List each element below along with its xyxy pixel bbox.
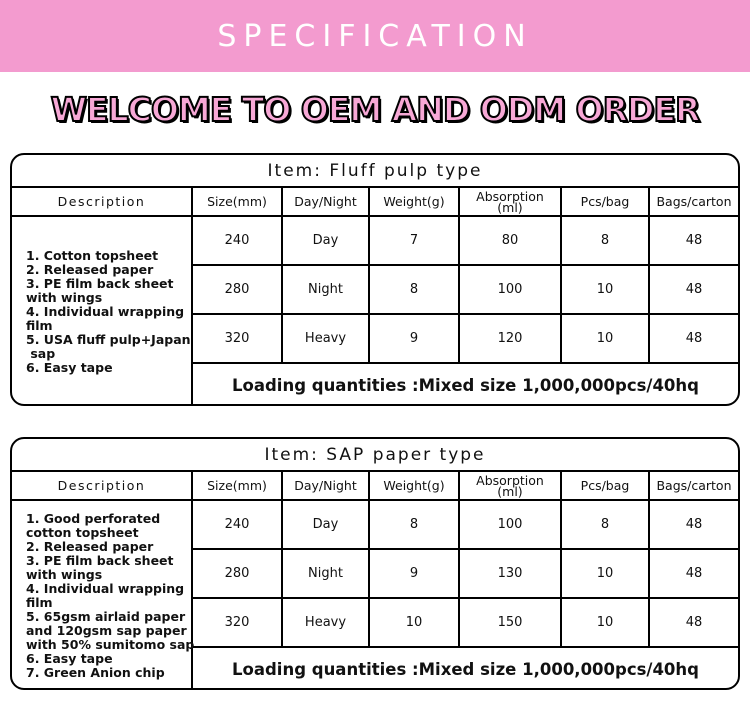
description-line: with wings [26,566,103,582]
description-line: and 120gsm sap paper [26,622,187,638]
table-row [193,315,738,364]
description-line: 5. USA fluff pulp+Japan [26,331,191,347]
banner-title: SPECIFICATION [217,18,533,54]
item-title: Item: Fluff pulp type [12,155,738,188]
description-list [26,249,191,375]
description-list [26,512,194,680]
table-row [193,599,738,648]
description-line: 7. Green Anion chip [26,664,165,680]
header-weight [370,188,460,215]
header-bags-carton [650,188,738,215]
description-line: 2. Released paper [26,261,154,277]
table-row [193,266,738,315]
cell-bags-carton: 48 [685,282,703,297]
spec-table [10,153,740,406]
header-day-night [283,188,370,215]
cell-day-night: Heavy [283,315,370,362]
header-bags-carton-label: Bags/carton [656,194,732,209]
description-line: 5. 65gsm airlaid paper [26,608,186,624]
cell-bags-carton: 48 [685,615,703,630]
header-row [12,188,738,217]
cell-size: 240 [193,501,283,548]
header-day-night-label: Day/Night [294,478,357,493]
header-bags-carton [650,472,738,499]
header-day-night [283,472,370,499]
cell-day-night: Night [283,266,370,313]
cell-pcs-bag: 10 [562,315,650,362]
description-line: 3. PE film back sheet [26,275,174,291]
cell-pcs-bag: 10 [562,266,650,313]
table-row [193,217,738,266]
cell-weight: 8 [370,501,460,548]
cell-absorption: 120 [460,315,562,362]
cell-absorption: 80 [460,217,562,264]
loading-quantities: Loading quantities :Mixed size 1,000,000pcs/40hq [232,659,699,679]
cell-size: 280 [193,266,283,313]
description-line: 6. Easy tape [26,359,113,375]
header-row [12,472,738,501]
header-absorption [460,188,562,215]
description-line: 1. Good perforated [26,510,161,526]
description-line: with 50% sumitomo sap [26,636,195,652]
description-line: 4. Individual wrapping [26,580,185,596]
header-weight-label: Weight(g) [383,478,445,493]
header-absorption-label: Absorption (ml) [476,188,544,215]
cell-weight: 7 [370,217,460,264]
cell-absorption: 100 [460,501,562,548]
header-absorption-label: Absorption (ml) [476,472,544,499]
cell-bags-carton: 48 [685,331,703,346]
description-line: 3. PE film back sheet [26,552,174,568]
header-description-label: Description [57,194,146,209]
header-size-label: Size(mm) [207,194,267,209]
loading-quantities: Loading quantities :Mixed size 1,000,000pcs/40hq [232,375,699,395]
table-row [193,550,738,599]
header-size [193,188,283,215]
header-size [193,472,283,499]
cell-bags-carton: 48 [685,517,703,532]
cell-weight: 8 [370,266,460,313]
cell-size: 320 [193,599,283,646]
description-line: sap [26,345,56,361]
header-pcs-bag-label: Pcs/bag [580,194,630,209]
header-absorption [460,472,562,499]
cell-size: 320 [193,315,283,362]
description-line: film [26,594,53,610]
description-line: with wings [26,289,103,305]
header-pcs-bag [562,188,650,215]
header-description [12,472,193,499]
specification-banner [0,0,750,72]
welcome-heading: WELCOME TO OEM AND ODM ORDER [50,90,700,129]
header-bags-carton-label: Bags/carton [656,478,732,493]
cell-pcs-bag: 8 [562,501,650,548]
cell-bags-carton: 48 [685,566,703,581]
cell-pcs-bag: 8 [562,217,650,264]
header-day-night-label: Day/Night [294,194,357,209]
cell-day-night: Night [283,550,370,597]
description-line: 4. Individual wrapping [26,303,185,319]
cell-weight: 9 [370,315,460,362]
cell-pcs-bag: 10 [562,599,650,646]
description-line: 6. Easy tape [26,650,113,666]
cell-size: 240 [193,217,283,264]
table-row [193,501,738,550]
description-line: 2. Released paper [26,538,154,554]
header-pcs-bag [562,472,650,499]
cell-bags-carton: 48 [685,233,703,248]
header-description [12,188,193,215]
cell-weight: 10 [370,599,460,646]
description-line: cotton topsheet [26,524,139,540]
header-size-label: Size(mm) [207,478,267,493]
item-title: Item: SAP paper type [12,439,738,472]
header-description-label: Description [57,478,146,493]
cell-day-night: Heavy [283,599,370,646]
header-pcs-bag-label: Pcs/bag [580,478,630,493]
cell-pcs-bag: 10 [562,550,650,597]
cell-absorption: 130 [460,550,562,597]
header-weight-label: Weight(g) [383,194,445,209]
header-weight [370,472,460,499]
cell-weight: 9 [370,550,460,597]
cell-absorption: 100 [460,266,562,313]
cell-size: 280 [193,550,283,597]
description-cell [12,217,193,406]
cell-absorption: 150 [460,599,562,646]
description-cell [12,501,193,690]
description-line: 1. Cotton topsheet [26,247,159,263]
cell-day-night: Day [283,501,370,548]
spec-table [10,437,740,690]
cell-day-night: Day [283,217,370,264]
description-line: film [26,317,53,333]
